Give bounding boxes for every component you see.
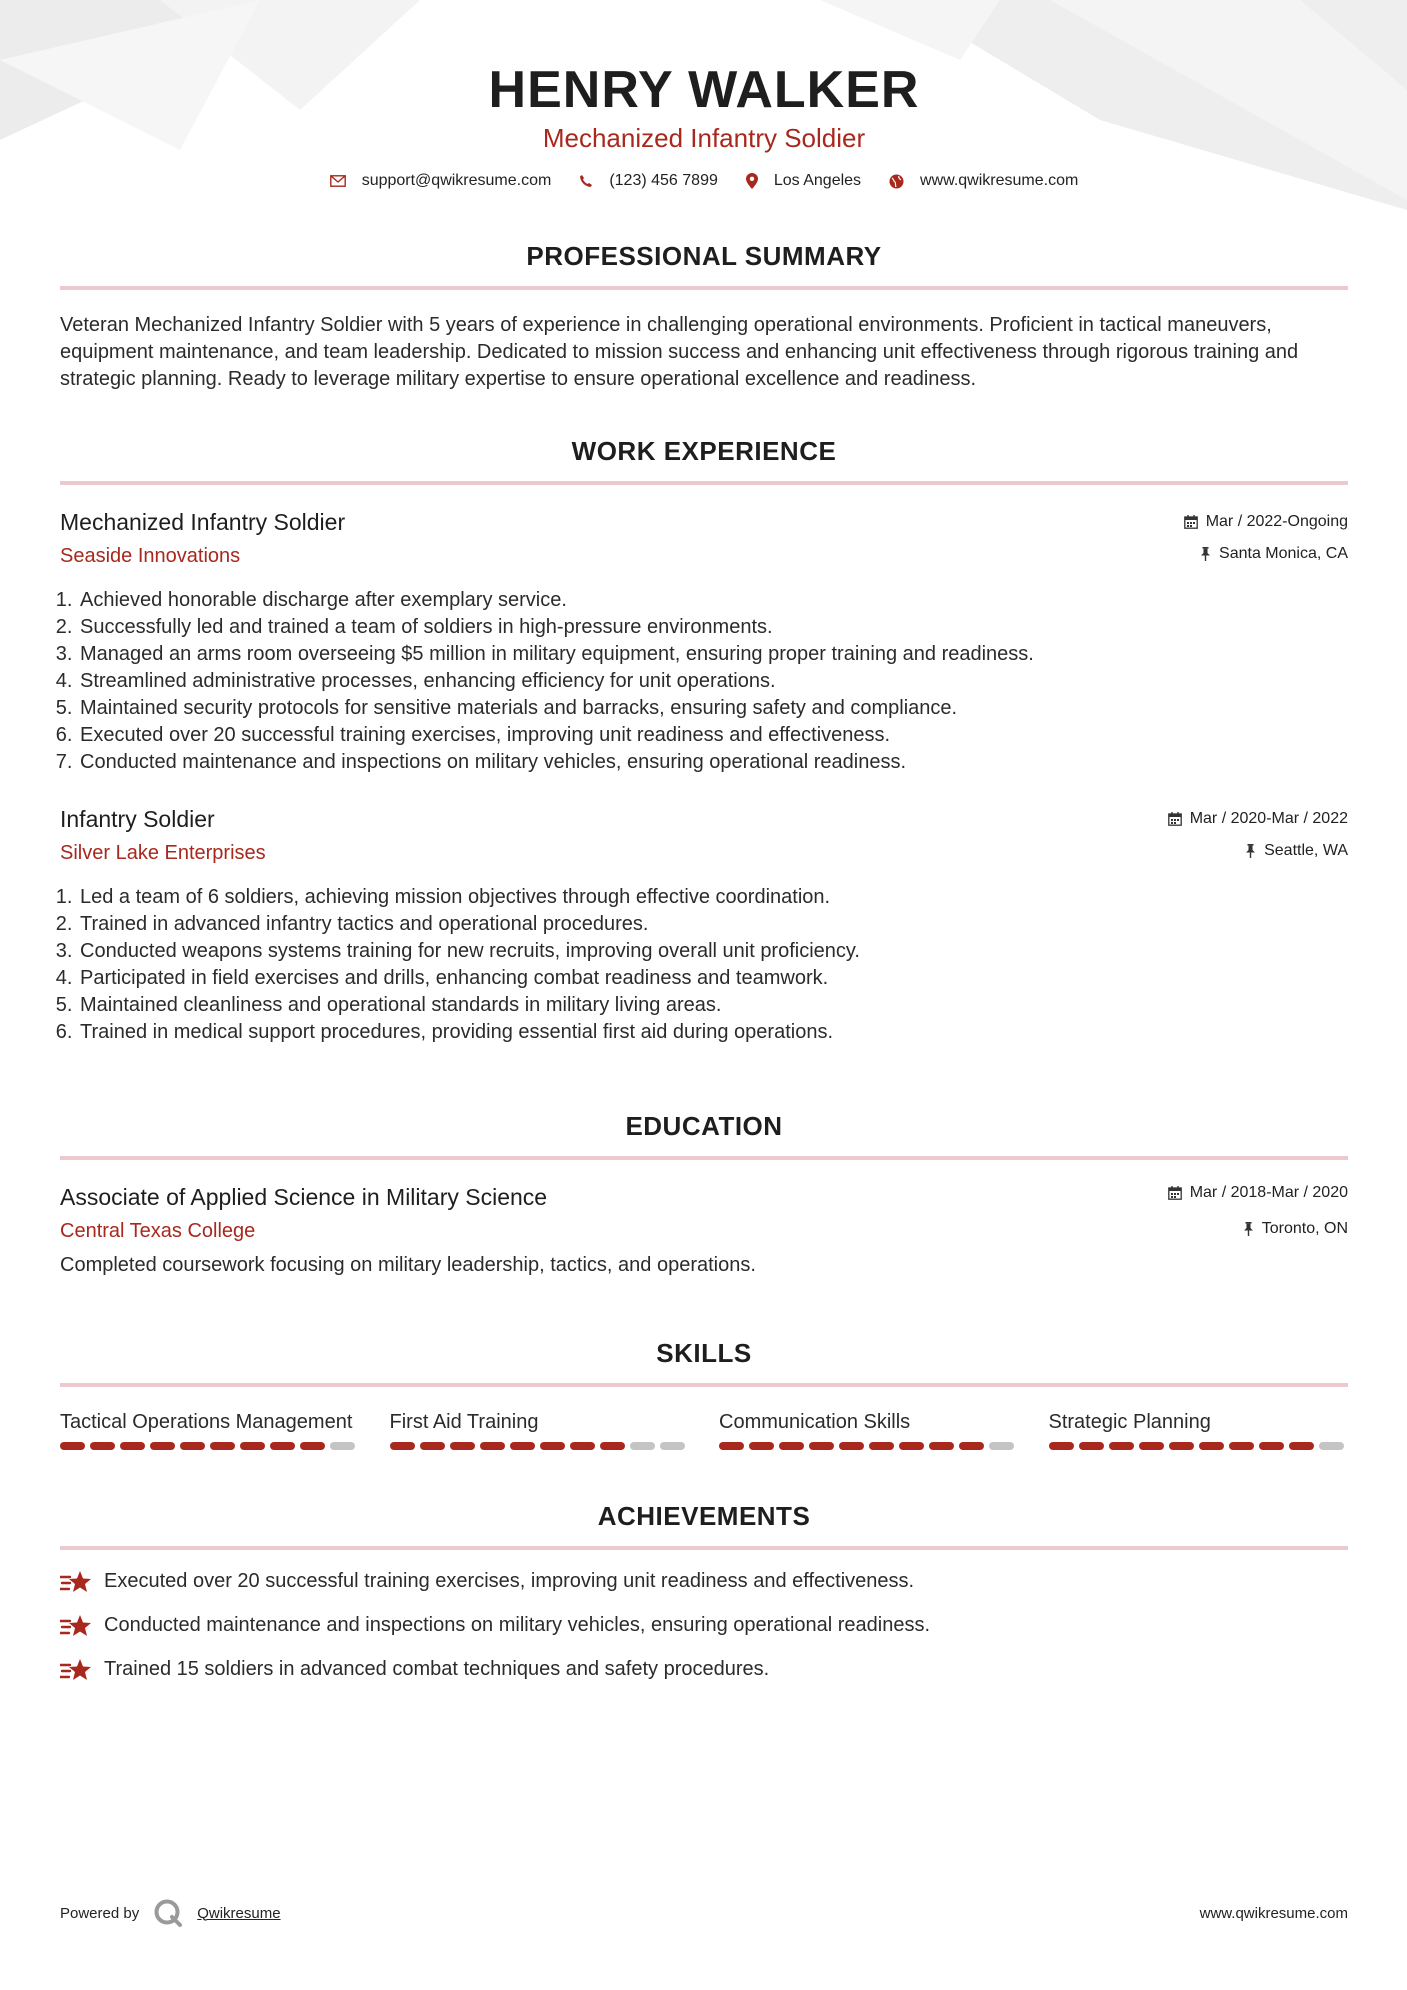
skill-segment-filled: [180, 1442, 205, 1450]
job-entry: [60, 804, 1348, 1046]
skill-segment-filled: [719, 1442, 744, 1450]
job-bullet: 4. Participated in field exercises and drills, enhancing combat readiness and teamwork.: [78, 965, 1348, 992]
job-bullet: 5. Maintained cleanliness and operational standards in military living areas.: [78, 992, 1348, 1019]
envelope-icon: [330, 175, 346, 187]
skill-segment-filled: [1199, 1442, 1224, 1450]
skill-segment-empty: [1319, 1442, 1344, 1450]
job-bullet: 4. Streamlined administrative processes, enhancing efficiency for unit operations.: [78, 668, 1348, 695]
skill-segment-filled: [1139, 1442, 1164, 1450]
job-dates: [1168, 808, 1348, 830]
skill-item: [390, 1409, 690, 1450]
job-bullet: 2. Trained in advanced infantry tactics and operational procedures.: [78, 911, 1348, 938]
degree-title: Associate of Applied Science in Military Science: [60, 1184, 548, 1210]
location-text: Los Angeles: [773, 172, 862, 189]
skill-name: Tactical Operations Management: [60, 1411, 353, 1433]
skill-segment-filled: [600, 1442, 625, 1450]
pushpin-icon: [1245, 844, 1256, 858]
achievement-item: [60, 1656, 1348, 1683]
job-bullet: 6. Executed over 20 successful training exercises, improving unit readiness and effectiveness.: [78, 722, 1348, 749]
skill-segment-filled: [420, 1442, 445, 1450]
skill-item: [60, 1409, 360, 1450]
skill-segment-filled: [1259, 1442, 1284, 1450]
job-bullet: 7. Conducted maintenance and inspections on military vehicles, ensuring operational readiness.: [78, 749, 1348, 776]
skill-name: Strategic Planning: [1048, 1411, 1211, 1433]
skill-segment-filled: [510, 1442, 535, 1450]
footer-website[interactable]: www.qwikresume.com: [1199, 1904, 1348, 1922]
job-bullet: 2. Successfully led and trained a team of soldiers in high-pressure environments.: [78, 614, 1348, 641]
skills-section: [60, 1337, 1348, 1450]
candidate-role: Mechanized Infantry Soldier: [542, 123, 866, 153]
education-entry: [60, 1182, 1348, 1279]
calendar-icon: [1168, 1186, 1182, 1200]
education-dates: [1168, 1182, 1348, 1204]
skill-segment-filled: [1079, 1442, 1104, 1450]
job-bullet: 6. Trained in medical support procedures, providing essential first aid during operations.: [78, 1019, 1348, 1046]
education-divider: [60, 1156, 1348, 1160]
contact-email[interactable]: [330, 172, 552, 190]
job-meta: [1184, 511, 1348, 565]
education-section: [60, 1110, 1348, 1279]
summary-section: [60, 240, 1348, 393]
skill-item: [1049, 1409, 1349, 1450]
contact-phone[interactable]: [579, 172, 718, 190]
experience-title: WORK EXPERIENCE: [571, 436, 837, 466]
skill-segment-filled: [779, 1442, 804, 1450]
skill-segment-filled: [450, 1442, 475, 1450]
achievements-divider: [60, 1546, 1348, 1550]
skill-segment-filled: [540, 1442, 565, 1450]
job-title: Infantry Soldier: [60, 806, 215, 832]
experience-section: [60, 435, 1348, 1046]
phone-text: (123) 456 7899: [609, 172, 718, 189]
contact-website[interactable]: [889, 172, 1078, 190]
skill-segment-filled: [1169, 1442, 1194, 1450]
phone-icon: [579, 174, 593, 188]
summary-divider: [60, 286, 1348, 290]
skill-item: [719, 1409, 1019, 1450]
skill-segment-filled: [929, 1442, 954, 1450]
skill-segment-filled: [270, 1442, 295, 1450]
skills-title: SKILLS: [656, 1338, 752, 1368]
school-name: Central Texas College: [60, 1220, 256, 1242]
job-title: Mechanized Infantry Soldier: [60, 509, 346, 535]
skill-segment-empty: [660, 1442, 685, 1450]
job-location-text: Seattle, WA: [1264, 842, 1348, 859]
skill-segment-empty: [989, 1442, 1014, 1450]
contact-bar: [60, 172, 1348, 190]
skill-segment-filled: [390, 1442, 415, 1450]
achievement-text: Trained 15 soldiers in advanced combat techniques and safety procedures.: [104, 1658, 770, 1680]
contact-location: [746, 172, 861, 190]
job-company: Silver Lake Enterprises: [60, 842, 266, 864]
email-text: support@qwikresume.com: [361, 172, 552, 189]
job-location: [1184, 543, 1348, 565]
job-bullet: 1. Achieved honorable discharge after exemplary service.: [78, 587, 1348, 614]
skill-segment-filled: [1229, 1442, 1254, 1450]
job-meta: [1168, 808, 1348, 862]
skill-segment-filled: [1049, 1442, 1074, 1450]
skill-rating: [60, 1442, 360, 1450]
skill-rating: [1049, 1442, 1349, 1450]
shooting-star-icon: [60, 1613, 92, 1639]
achievement-item: [60, 1568, 1348, 1595]
skills-divider: [60, 1383, 1348, 1387]
summary-title: PROFESSIONAL SUMMARY: [526, 241, 882, 271]
summary-text: Veteran Mechanized Infantry Soldier with 5 years of experience in challenging operational environments. Proficient in tactical maneuvers, equipment maintenance, and team leadership. Dedicated to mission success and enhancing unit effectiveness through rigorous training and strategic planning. Ready to leverage military expertise to ensure operational excellence and readiness.: [60, 314, 1299, 390]
page-footer: [60, 1898, 1348, 1928]
job-dates-text: Mar / 2020-Mar / 2022: [1189, 810, 1348, 827]
qwikresume-logo-icon: [153, 1898, 183, 1928]
skill-segment-filled: [749, 1442, 774, 1450]
qwikresume-link[interactable]: Qwikresume: [197, 1904, 281, 1922]
pushpin-icon: [1243, 1222, 1254, 1236]
skill-segment-filled: [1289, 1442, 1314, 1450]
job-location: [1168, 840, 1348, 862]
skill-rating: [719, 1442, 1019, 1450]
skill-segment-filled: [210, 1442, 235, 1450]
skill-segment-empty: [630, 1442, 655, 1450]
job-bullet: 3. Managed an arms room overseeing $5 million in military equipment, ensuring proper training and readiness.: [78, 641, 1348, 668]
education-dates-text: Mar / 2018-Mar / 2020: [1189, 1184, 1348, 1201]
skills-grid: [60, 1409, 1348, 1450]
calendar-icon: [1184, 515, 1198, 529]
job-dates-text: Mar / 2022-Ongoing: [1205, 513, 1348, 530]
skill-segment-filled: [300, 1442, 325, 1450]
job-bullets: [60, 884, 1348, 1046]
calendar-icon: [1168, 812, 1182, 826]
job-entry: [60, 507, 1348, 776]
education-description: Completed coursework focusing on military leadership, tactics, and operations.: [60, 1254, 756, 1276]
skill-segment-filled: [240, 1442, 265, 1450]
powered-by-label: Powered by: [60, 1904, 140, 1922]
job-bullet: 3. Conducted weapons systems training for new recruits, improving overall unit proficiency.: [78, 938, 1348, 965]
skill-segment-filled: [839, 1442, 864, 1450]
achievements-title: ACHIEVEMENTS: [597, 1501, 811, 1531]
skill-segment-filled: [809, 1442, 834, 1450]
skill-segment-filled: [90, 1442, 115, 1450]
job-bullet: 1. Led a team of 6 soldiers, achieving mission objectives through effective coordination.: [78, 884, 1348, 911]
job-dates: [1184, 511, 1348, 533]
shooting-star-icon: [60, 1569, 92, 1595]
skill-segment-filled: [899, 1442, 924, 1450]
resume-header: [60, 0, 1348, 190]
achievement-item: [60, 1612, 1348, 1639]
shooting-star-icon: [60, 1657, 92, 1683]
skill-segment-empty: [330, 1442, 355, 1450]
education-meta: [1168, 1182, 1348, 1240]
skill-segment-filled: [480, 1442, 505, 1450]
globe-icon: [889, 174, 904, 189]
achievements-list: [60, 1568, 1348, 1683]
skill-segment-filled: [60, 1442, 85, 1450]
resume-page: [60, 0, 1348, 1700]
experience-divider: [60, 481, 1348, 485]
skill-segment-filled: [1109, 1442, 1134, 1450]
skill-segment-filled: [570, 1442, 595, 1450]
skill-segment-filled: [120, 1442, 145, 1450]
skill-name: Communication Skills: [719, 1411, 911, 1433]
pushpin-icon: [1200, 547, 1211, 561]
achievements-section: [60, 1500, 1348, 1683]
website-text: www.qwikresume.com: [920, 172, 1079, 189]
job-location-text: Santa Monica, CA: [1219, 545, 1348, 562]
achievement-text: Conducted maintenance and inspections on military vehicles, ensuring operational readiness.: [104, 1614, 931, 1636]
job-bullets: [60, 587, 1348, 776]
job-company: Seaside Innovations: [60, 545, 241, 567]
map-pin-icon: [746, 173, 758, 189]
education-title: EDUCATION: [625, 1111, 783, 1141]
education-location: [1168, 1218, 1348, 1240]
skill-rating: [390, 1442, 690, 1450]
powered-by: [60, 1898, 281, 1928]
skill-name: First Aid Training: [389, 1411, 539, 1433]
education-location-text: Toronto, ON: [1261, 1220, 1348, 1237]
achievement-text: Executed over 20 successful training exercises, improving unit readiness and effectiveness.: [104, 1570, 915, 1592]
skill-segment-filled: [869, 1442, 894, 1450]
job-bullet: 5. Maintained security protocols for sensitive materials and barracks, ensuring safety and compliance.: [78, 695, 1348, 722]
skill-segment-filled: [150, 1442, 175, 1450]
candidate-name: HENRY WALKER: [488, 61, 920, 119]
skill-segment-filled: [959, 1442, 984, 1450]
